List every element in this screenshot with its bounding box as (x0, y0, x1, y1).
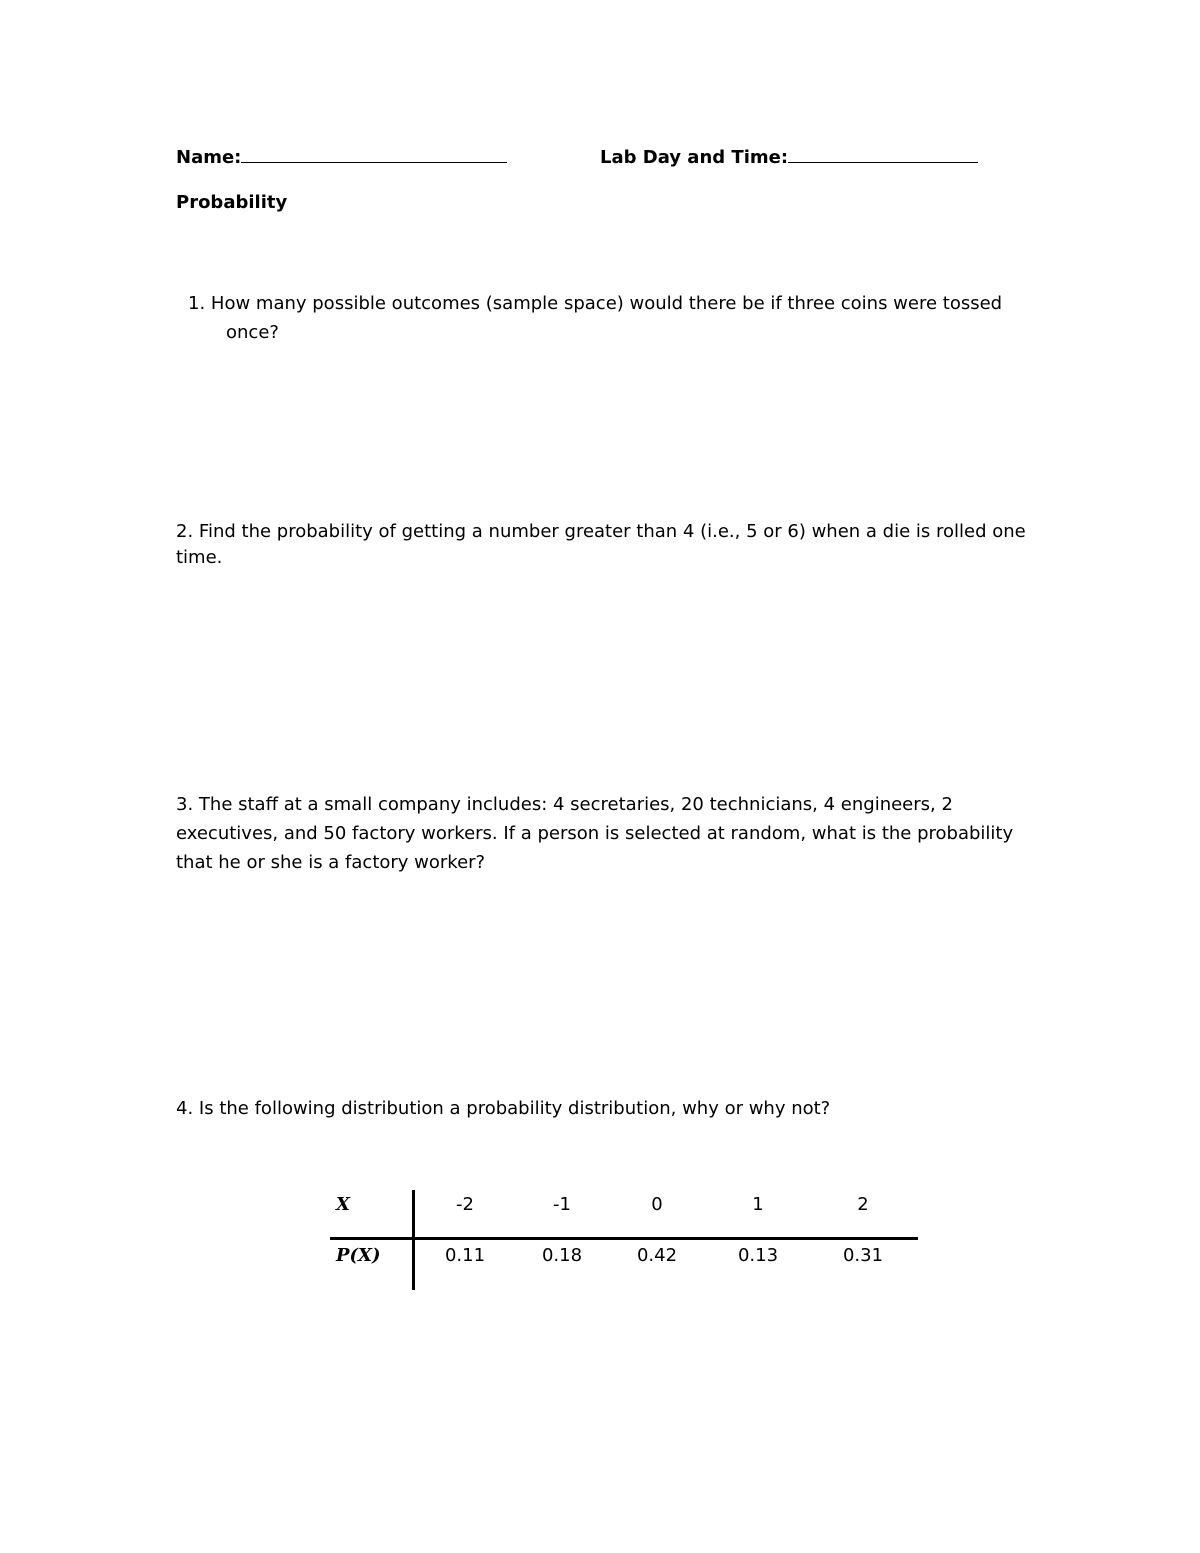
question-4-number: 4. (176, 1098, 194, 1119)
p-value-cell: 0.11 (444, 1245, 486, 1266)
p-value-cell: 0.42 (636, 1245, 678, 1266)
question-1 (188, 289, 1056, 347)
question-1-number: 1. (188, 293, 206, 314)
x-row-label: X (336, 1194, 350, 1215)
question-1-text: How many possible outcomes (sample space) would there be if three coins were tossed once? (210, 293, 1003, 343)
question-2-number: 2. (176, 521, 194, 542)
p-value-cell: 0.18 (541, 1245, 583, 1266)
lab-day-time-label: Lab Day and Time: (600, 147, 789, 168)
x-value-cell: -1 (553, 1194, 571, 1215)
p-value-cell: 0.31 (842, 1245, 884, 1266)
lab-day-time-blank-line[interactable] (788, 144, 978, 163)
x-value-cell: -2 (456, 1194, 474, 1215)
question-4 (176, 1094, 1046, 1123)
lab-day-time-field (600, 144, 978, 168)
table-horizontal-rule (330, 1237, 918, 1240)
question-2-text: Find the probability of getting a number greater than 4 (i.e., 5 or 6) when a die is rolled one time. (176, 521, 1026, 568)
name-label: Name: (176, 147, 242, 168)
question-4-text: Is the following distribution a probability distribution, why or why not? (198, 1098, 831, 1119)
worksheet-title: Probability (176, 192, 288, 213)
x-value-cell: 2 (857, 1194, 869, 1215)
p-value-cell: 0.13 (737, 1245, 779, 1266)
x-value-cell: 1 (752, 1194, 764, 1215)
name-field (176, 144, 507, 168)
question-3-text: The staff at a small company includes: 4 secretaries, 20 technicians, 4 engineers, 2 executives, and 50 factory workers. If a person is selected at random, what is the probability that he or she is a factory worker? (176, 794, 1014, 873)
distribution-table (330, 1190, 920, 1290)
question-3-number: 3. (176, 794, 194, 815)
table-vertical-rule (412, 1190, 415, 1290)
x-value-cell: 0 (651, 1194, 663, 1215)
question-3 (176, 790, 1046, 877)
name-blank-line[interactable] (241, 144, 507, 163)
question-2 (176, 519, 1046, 571)
px-row-label: P(X) (336, 1245, 381, 1266)
